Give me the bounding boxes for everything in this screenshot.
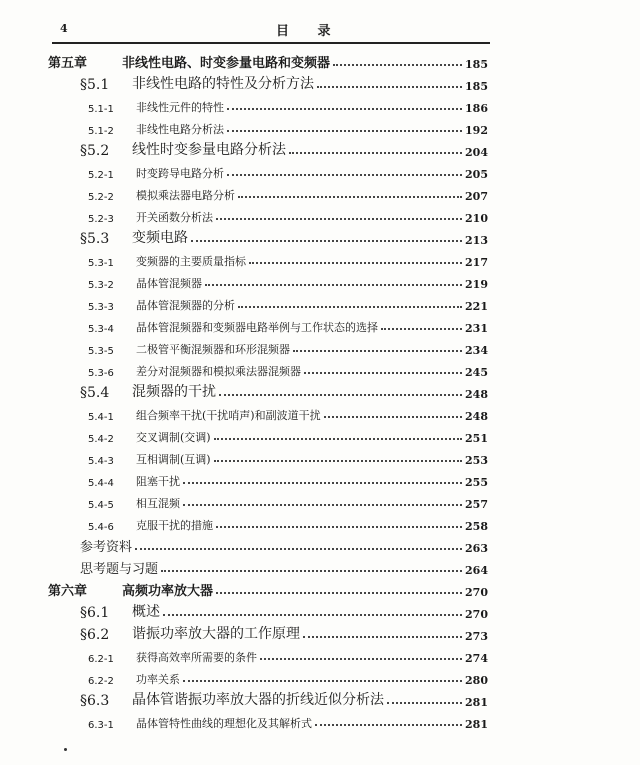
- dot-leader: [315, 724, 462, 726]
- toc-entry-sec[interactable]: [80, 599, 488, 621]
- page-title: 目 录: [276, 24, 343, 39]
- toc-entry-sub[interactable]: [88, 511, 488, 533]
- toc-entry-sub[interactable]: [88, 401, 488, 423]
- entry-number: 5.2-1: [88, 170, 114, 181]
- entry-page: 270: [465, 608, 488, 621]
- entry-title: 变频器的主要质量指标: [136, 255, 246, 268]
- entry-page: 281: [465, 718, 488, 731]
- entry-page: 205: [465, 168, 488, 181]
- entry-title: 差分对混频器和模拟乘法器混频器: [136, 365, 301, 378]
- entry-title: 阻塞干扰: [136, 475, 180, 488]
- toc-entry-sec[interactable]: [80, 71, 488, 93]
- entry-page: 253: [465, 454, 488, 467]
- page-number: 4: [60, 22, 68, 35]
- dot-leader: [289, 152, 462, 154]
- dot-leader: [227, 108, 462, 110]
- dot-leader: [214, 438, 462, 440]
- toc-entry-sub[interactable]: [88, 181, 488, 203]
- entry-title: 克服干扰的措施: [136, 519, 213, 532]
- dot-leader: [227, 130, 462, 132]
- entry-number: §6.2: [80, 627, 110, 643]
- dot-leader: [317, 86, 462, 88]
- entry-number: 5.4-3: [88, 456, 114, 467]
- entry-title: 开关函数分析法: [136, 211, 213, 224]
- entry-title: 晶体管混频器和变频器电路举例与工作状态的选择: [136, 321, 378, 334]
- entry-number: 6.2-1: [88, 654, 114, 665]
- entry-page: 217: [465, 256, 488, 269]
- entry-title: 晶体管混频器: [136, 277, 202, 290]
- dot-leader: [219, 394, 462, 396]
- dot-leader: [135, 548, 462, 550]
- entry-number: 5.4-1: [88, 412, 114, 423]
- entry-number: 6.2-2: [88, 676, 114, 687]
- entry-number: 6.3-1: [88, 720, 114, 731]
- entry-page: 186: [465, 102, 488, 115]
- entry-title: 组合频率干扰(干扰哨声)和副波道干扰: [136, 409, 321, 422]
- entry-page: 255: [465, 476, 488, 489]
- toc-entry-sec[interactable]: [80, 621, 488, 643]
- toc-entry-sub[interactable]: [88, 643, 488, 665]
- toc-entry-sub[interactable]: [88, 313, 488, 335]
- entry-title: 晶体管混频器的分析: [136, 299, 235, 312]
- entry-title: 晶体管谐振功率放大器的折线近似分析法: [132, 692, 384, 708]
- entry-page: 213: [465, 234, 488, 247]
- toc-entry-sec[interactable]: [80, 687, 488, 709]
- toc-entry-sub[interactable]: [88, 489, 488, 511]
- entry-number: 5.3-4: [88, 324, 114, 335]
- toc-entry-sub[interactable]: [88, 269, 488, 291]
- dot-leader: [163, 614, 462, 616]
- entry-number: 5.2-3: [88, 214, 114, 225]
- dot-leader: [293, 350, 462, 352]
- entry-number: 5.4-5: [88, 500, 114, 511]
- entry-title: 线性时变参量电路分析法: [132, 142, 286, 158]
- entry-title: 参考资料: [80, 540, 133, 555]
- toc-entry-chap[interactable]: [48, 49, 488, 71]
- entry-title: 谐振功率放大器的工作原理: [132, 626, 300, 642]
- entry-page: 264: [465, 564, 488, 577]
- dot-leader: [216, 592, 462, 594]
- toc-entry-sub[interactable]: [88, 445, 488, 467]
- entry-number: §5.2: [80, 143, 110, 159]
- dot-leader: [183, 680, 462, 682]
- toc-entry-sub[interactable]: [88, 665, 488, 687]
- toc-entry-sub[interactable]: [88, 467, 488, 489]
- entry-page: 185: [465, 80, 488, 93]
- entry-title: 高频功率放大器: [122, 584, 214, 599]
- entry-page: 248: [465, 410, 488, 423]
- entry-title: 思考题与习题: [80, 562, 159, 577]
- entry-page: 245: [465, 366, 488, 379]
- dot-leader: [260, 658, 462, 660]
- entry-number: §5.4: [80, 385, 110, 401]
- dot-leader: [249, 262, 462, 264]
- page-header: [0, 20, 640, 40]
- entry-page: 219: [465, 278, 488, 291]
- dot-leader: [214, 460, 462, 462]
- entry-title: 晶体管特性曲线的理想化及其解析式: [136, 717, 312, 730]
- entry-number: 5.3-1: [88, 258, 114, 269]
- entry-page: 210: [465, 212, 488, 225]
- entry-number: 5.4-2: [88, 434, 114, 445]
- entry-title: 功率关系: [136, 673, 180, 686]
- entry-page: 270: [465, 586, 488, 599]
- toc-entry-sec[interactable]: [80, 137, 488, 159]
- dot-leader: [238, 196, 462, 198]
- entry-title: 混频器的干扰: [132, 384, 216, 400]
- entry-page: 231: [465, 322, 488, 335]
- dot-leader: [333, 64, 462, 66]
- entry-number: 5.3-2: [88, 280, 114, 291]
- entry-page: 204: [465, 146, 488, 159]
- dot-leader: [183, 504, 462, 506]
- toc-entry-sub[interactable]: [88, 203, 488, 225]
- entry-title: 非线性元件的特性: [136, 101, 224, 114]
- entry-number: 第五章: [48, 56, 88, 71]
- dot-leader: [216, 218, 462, 220]
- entry-page: 207: [465, 190, 488, 203]
- toc-entry-sub[interactable]: [88, 159, 488, 181]
- entry-title: 时变跨导电路分析: [136, 167, 224, 180]
- entry-number: 第六章: [48, 584, 88, 599]
- entry-page: 281: [465, 696, 488, 709]
- toc-entry-sub[interactable]: [88, 93, 488, 115]
- dot-leader: [227, 174, 462, 176]
- entry-title: 概述: [132, 604, 160, 620]
- dot-leader: [381, 328, 462, 330]
- entry-title: 交叉调制(交调): [136, 431, 211, 444]
- toc-entry-sub[interactable]: [88, 335, 488, 357]
- entry-number: 5.3-5: [88, 346, 114, 357]
- toc-entry-sub[interactable]: [88, 291, 488, 313]
- entry-page: 280: [465, 674, 488, 687]
- dot-leader: [303, 636, 462, 638]
- entry-page: 251: [465, 432, 488, 445]
- dot-leader: [304, 372, 462, 374]
- dot-leader: [238, 306, 462, 308]
- entry-number: 5.1-2: [88, 126, 114, 137]
- toc-entry-chap[interactable]: [48, 577, 488, 599]
- entry-title: 二极管平衡混频器和环形混频器: [136, 343, 290, 356]
- entry-number: 5.4-4: [88, 478, 114, 489]
- entry-number: §6.1: [80, 605, 110, 621]
- entry-title: 非线性电路、时变参量电路和变频器: [122, 56, 331, 71]
- entry-title: 非线性电路的特性及分析方法: [132, 76, 314, 92]
- toc-entry-sec[interactable]: [80, 379, 488, 401]
- toc-entry-misc[interactable]: [80, 555, 488, 577]
- entry-page: 263: [465, 542, 488, 555]
- entry-page: 192: [465, 124, 488, 137]
- entry-number: §5.3: [80, 231, 110, 247]
- dot-leader: [324, 416, 462, 418]
- dot-leader: [161, 570, 462, 572]
- toc-entry-misc[interactable]: [80, 533, 488, 555]
- toc-entry-sub[interactable]: [88, 247, 488, 269]
- entry-number: 5.3-3: [88, 302, 114, 313]
- entry-title: 变频电路: [132, 230, 188, 246]
- entry-number: 5.4-6: [88, 522, 114, 533]
- toc-entry-sub[interactable]: [88, 423, 488, 445]
- entry-number: §5.1: [80, 77, 110, 93]
- dot-leader: [205, 284, 462, 286]
- entry-page: 185: [465, 58, 488, 71]
- entry-page: 221: [465, 300, 488, 313]
- entry-number: §6.3: [80, 693, 110, 709]
- entry-page: 273: [465, 630, 488, 643]
- entry-page: 274: [465, 652, 488, 665]
- toc-entry-sub[interactable]: [88, 709, 488, 731]
- header-rule: [52, 42, 490, 44]
- entry-page: 234: [465, 344, 488, 357]
- entry-title: 相互混频: [136, 497, 180, 510]
- dot-leader: [387, 702, 462, 704]
- entry-title: 互相调制(互调): [136, 453, 211, 466]
- dot-leader: [183, 482, 462, 484]
- toc-entry-sec[interactable]: [80, 225, 488, 247]
- entry-title: 模拟乘法器电路分析: [136, 189, 235, 202]
- toc-entry-sub[interactable]: [88, 357, 488, 379]
- toc-entry-sub[interactable]: [88, 115, 488, 137]
- dot-leader: [191, 240, 462, 242]
- entry-page: 248: [465, 388, 488, 401]
- entry-page: 258: [465, 520, 488, 533]
- entry-number: 5.1-1: [88, 104, 114, 115]
- entry-title: 非线性电路分析法: [136, 123, 224, 136]
- entry-title: 获得高效率所需要的条件: [136, 651, 257, 664]
- entry-number: 5.3-6: [88, 368, 114, 379]
- ink-speck: [64, 748, 67, 751]
- entry-page: 257: [465, 498, 488, 511]
- entry-number: 5.2-2: [88, 192, 114, 203]
- dot-leader: [216, 526, 462, 528]
